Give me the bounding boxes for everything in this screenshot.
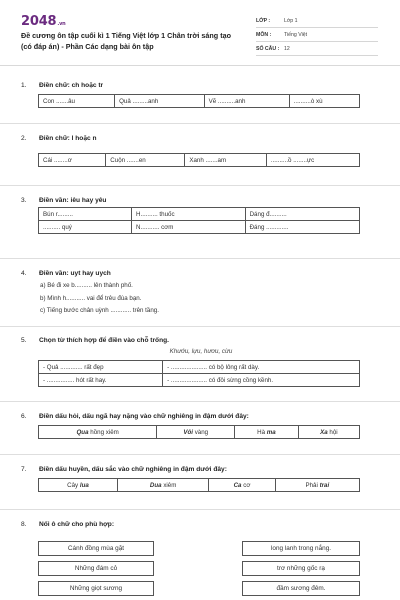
meta-row-class: [256, 14, 378, 28]
meta-row-subject: [256, 28, 378, 42]
header: [0, 0, 400, 66]
fill-cell[interactable]: Bún r.........: [39, 208, 132, 221]
question-number: 8.: [21, 520, 27, 528]
target-word: Xa: [320, 428, 328, 436]
meta-panel: [256, 14, 378, 56]
fill-cell[interactable]: Dáng đ..........: [245, 208, 359, 221]
target-word: Qua: [76, 428, 89, 436]
question-title: Điền dấu huyền, dấu sắc vào chữ nghiêng in đậm dưới đây:: [39, 465, 227, 473]
question-5-heading: [21, 335, 381, 345]
fill-cell[interactable]: .......... quý: [39, 221, 132, 234]
match-right-item[interactable]: long lanh trong nắng.: [242, 541, 360, 556]
match-left-item[interactable]: Cánh đồng mùa gặt: [38, 541, 154, 556]
question-4-heading: [21, 268, 381, 278]
divider: [0, 509, 400, 510]
fill-cell[interactable]: H.......... thuốc: [132, 208, 246, 221]
question-number: 6.: [21, 412, 27, 420]
question-title: Điền dấu hỏi, dấu ngã hay nặng vào chữ nghiêng in đậm dưới đây:: [39, 412, 249, 420]
cell-suffix: hội: [327, 428, 338, 436]
logo-suffix: .vn: [57, 21, 66, 27]
meta-key: LỚP :: [256, 17, 271, 24]
fill-cell[interactable]: Đáng .............: [245, 221, 359, 234]
divider: [0, 185, 400, 186]
mark-cell[interactable]: [209, 479, 275, 492]
question-number: 1.: [21, 81, 27, 89]
fill-cell[interactable]: - ................ hót rất hay.: [39, 374, 163, 387]
divider: [0, 454, 400, 455]
meta-key: SỐ CÂU :: [256, 45, 280, 52]
fill-cell[interactable]: Quả .........anh: [115, 95, 205, 108]
question-number: 3.: [21, 196, 27, 204]
mark-cell[interactable]: [117, 479, 208, 492]
question-6-table: [38, 425, 360, 439]
sentence-c[interactable]: c) Tiếng bước chân uỳnh ............ trên tầng.: [40, 307, 159, 314]
question-title: Điền vần: uyt hay uych: [39, 269, 111, 277]
meta-key: MÔN :: [256, 31, 272, 38]
target-word: trai: [319, 481, 330, 489]
cell-suffix: cơ: [241, 481, 251, 489]
question-7-table: [38, 478, 360, 492]
cell-prefix: Phải: [305, 481, 320, 489]
mark-cell[interactable]: [298, 426, 359, 439]
mark-cell[interactable]: [275, 479, 359, 492]
match-right-item[interactable]: trơ những gốc rạ: [242, 561, 360, 576]
site-logo[interactable]: [21, 14, 66, 29]
question-number: 5.: [21, 336, 27, 344]
sentence-a[interactable]: a) Bé đi xe b.......... lên thành phố.: [40, 282, 133, 289]
match-right-item[interactable]: đầm sương đêm.: [242, 581, 360, 596]
meta-value: Lớp 1: [284, 17, 298, 24]
fill-cell[interactable]: Con .......âu: [39, 95, 115, 108]
fill-cell[interactable]: Cái ........ơ: [39, 154, 106, 167]
question-5-table: [38, 360, 360, 387]
target-word: Vôi: [183, 428, 193, 436]
target-word: lua: [79, 481, 89, 489]
mark-cell[interactable]: [235, 426, 299, 439]
question-title: Điền vần: iêu hay yêu: [39, 196, 107, 204]
cell-prefix: Cây: [67, 481, 80, 489]
match-left-item[interactable]: Những giọt sương: [38, 581, 154, 596]
fill-cell[interactable]: N........... cơm: [132, 221, 246, 234]
cell-suffix: xiêm: [161, 481, 177, 489]
mark-cell[interactable]: [39, 479, 118, 492]
cell-suffix: vàng: [192, 428, 209, 436]
word-bank: Khướu, lựu, hươu, cừu: [169, 348, 233, 355]
divider: [0, 326, 400, 327]
fill-cell[interactable]: Cuộn .......en: [106, 154, 185, 167]
fill-cell[interactable]: ..........ò xù: [289, 95, 359, 108]
sentence-b[interactable]: b) Mình h........... vai để trêu đùa bạn.: [40, 295, 142, 302]
question-7-heading: [21, 464, 381, 474]
question-3-table: [38, 207, 360, 234]
fill-cell[interactable]: - Quả ............. rất đẹp: [39, 361, 163, 374]
target-word: ma: [266, 428, 276, 436]
mark-cell[interactable]: [157, 426, 235, 439]
logo-main: 2048: [21, 14, 57, 29]
fill-cell[interactable]: Vẽ ..........anh: [204, 95, 289, 108]
divider: [0, 258, 400, 259]
fill-cell[interactable]: - ..................... có đôi sừng cồng kềnh.: [163, 374, 360, 387]
match-left-item[interactable]: Những đám cỏ: [38, 561, 154, 576]
question-1-heading: [21, 80, 381, 90]
mark-cell[interactable]: [39, 426, 157, 439]
question-8-heading: [21, 519, 381, 529]
target-word: Ca: [233, 481, 242, 489]
question-number: 7.: [21, 465, 27, 473]
target-word: Dua: [149, 481, 162, 489]
question-2-heading: [21, 133, 381, 143]
question-title: Điền chữ: l hoặc n: [39, 134, 97, 142]
meta-value: Tiếng Việt: [284, 31, 308, 38]
divider: [0, 401, 400, 402]
document-title: Đề cương ôn tập cuối kì 1 Tiếng Việt lớp 1 Chân trời sáng tạo (có đáp án) - Phần Các dạng bài ôn tập: [21, 31, 231, 51]
fill-cell[interactable]: ..........ồ ........ực: [266, 154, 359, 167]
cell-prefix: Hà: [257, 428, 267, 436]
divider: [0, 123, 400, 124]
question-title: Nối ô chữ cho phù hợp:: [39, 520, 115, 528]
question-1-table: [38, 94, 360, 108]
question-number: 2.: [21, 134, 27, 142]
fill-cell[interactable]: - ..................... có bộ lông rất dày.: [163, 361, 360, 374]
question-3-heading: [21, 195, 381, 205]
question-6-heading: [21, 411, 381, 421]
question-2-table: [38, 153, 360, 167]
meta-row-count: [256, 42, 378, 56]
question-title: Điền chữ: ch hoặc tr: [39, 81, 104, 89]
meta-value: 12: [284, 45, 290, 52]
cell-suffix: hồng xiêm: [88, 428, 119, 436]
fill-cell[interactable]: Xanh .......am: [185, 154, 267, 167]
question-title: Chọn từ thích hợp để điền vào chỗ trống.: [39, 336, 169, 344]
question-number: 4.: [21, 269, 27, 277]
